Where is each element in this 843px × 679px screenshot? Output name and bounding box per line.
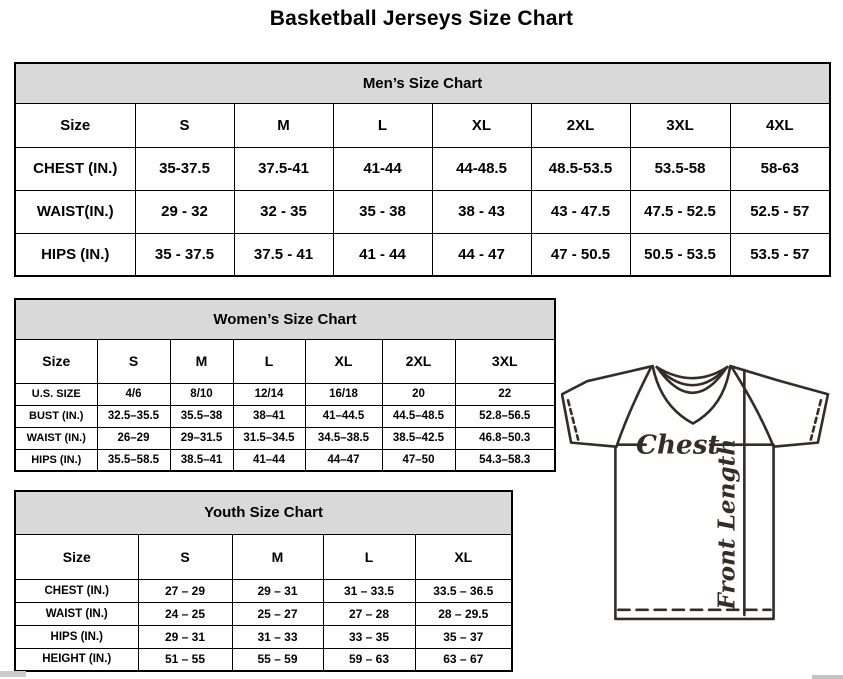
size-value: 38–41 [233, 405, 305, 427]
chart-title: Men’s Size Chart [15, 63, 830, 103]
size-value: 12/14 [233, 383, 305, 405]
size-value: 8/10 [170, 383, 233, 405]
column-header: M [170, 339, 233, 383]
size-value: 32 - 35 [234, 190, 333, 233]
jersey-measurement-diagram [561, 361, 833, 627]
column-header: S [138, 534, 232, 579]
size-value: 63 – 67 [415, 648, 512, 671]
chart-title: Women’s Size Chart [15, 299, 555, 339]
size-value: 25 – 27 [232, 602, 323, 625]
table-row [15, 648, 512, 671]
size-value: 53.5-58 [630, 147, 730, 190]
size-value: 33 – 35 [323, 625, 415, 648]
column-header: XL [305, 339, 382, 383]
size-value: 35 – 37 [415, 625, 512, 648]
size-value: 16/18 [305, 383, 382, 405]
column-header: Size [15, 103, 135, 147]
column-header: 2XL [382, 339, 455, 383]
size-value: 35.5–58.5 [97, 449, 170, 471]
size-value: 50.5 - 53.5 [630, 233, 730, 276]
column-header: S [97, 339, 170, 383]
size-value: 38.5–42.5 [382, 427, 455, 449]
size-value: 29 - 32 [135, 190, 234, 233]
table-row [15, 602, 512, 625]
column-header: XL [415, 534, 512, 579]
column-header: L [323, 534, 415, 579]
column-header: 4XL [730, 103, 830, 147]
size-value: 54.3–58.3 [455, 449, 555, 471]
womens-size-table [14, 298, 556, 472]
jersey-diagram-svg [561, 361, 833, 627]
column-header: Size [15, 339, 97, 383]
size-value: 41–44.5 [305, 405, 382, 427]
size-value: 26–29 [97, 427, 170, 449]
size-value: 29 – 31 [232, 579, 323, 602]
size-value: 44 - 47 [432, 233, 531, 276]
chart-title: Youth Size Chart [15, 491, 512, 534]
size-value: 34.5–38.5 [305, 427, 382, 449]
size-value: 52.8–56.5 [455, 405, 555, 427]
size-value: 28 – 29.5 [415, 602, 512, 625]
youth-size-table [14, 490, 513, 672]
size-value: 47–50 [382, 449, 455, 471]
size-value: 4/6 [97, 383, 170, 405]
size-value: 35-37.5 [135, 147, 234, 190]
table-row [15, 579, 512, 602]
row-label: U.S. SIZE [15, 383, 97, 405]
jersey-outline [562, 366, 828, 619]
row-label: HIPS (IN.) [15, 625, 138, 648]
size-value: 31.5–34.5 [233, 427, 305, 449]
column-header: M [232, 534, 323, 579]
size-value: 22 [455, 383, 555, 405]
size-value: 52.5 - 57 [730, 190, 830, 233]
size-value: 58-63 [730, 147, 830, 190]
table-row [15, 427, 555, 449]
table-row [15, 233, 830, 276]
size-value: 38 - 43 [432, 190, 531, 233]
table-row [15, 625, 512, 648]
row-label: CHEST (IN.) [15, 579, 138, 602]
row-label: BUST (IN.) [15, 405, 97, 427]
table-row [15, 405, 555, 427]
size-value: 29–31.5 [170, 427, 233, 449]
row-label: WAIST(IN.) [15, 190, 135, 233]
collar-middle-arc [657, 367, 728, 385]
size-value: 31 – 33 [232, 625, 323, 648]
size-value: 59 – 63 [323, 648, 415, 671]
size-value: 47 - 50.5 [531, 233, 630, 276]
row-label: HIPS (IN.) [15, 233, 135, 276]
row-label: WAIST (IN.) [15, 602, 138, 625]
page-title: Basketball Jerseys Size Chart [269, 7, 574, 30]
size-value: 53.5 - 57 [730, 233, 830, 276]
column-header: 2XL [531, 103, 630, 147]
size-value: 41-44 [333, 147, 432, 190]
row-label: HIPS (IN.) [15, 449, 97, 471]
size-value: 44-48.5 [432, 147, 531, 190]
size-value: 46.8–50.3 [455, 427, 555, 449]
column-header: L [233, 339, 305, 383]
size-value: 37.5 - 41 [234, 233, 333, 276]
horizontal-scrollbar-fragment-right[interactable] [812, 675, 843, 679]
row-label: CHEST (IN.) [15, 147, 135, 190]
column-header: S [135, 103, 234, 147]
size-value: 38.5–41 [170, 449, 233, 471]
size-value: 47.5 - 52.5 [630, 190, 730, 233]
mens-size-table [14, 62, 831, 277]
column-header: 3XL [455, 339, 555, 383]
table-row [15, 147, 830, 190]
size-value: 31 – 33.5 [323, 579, 415, 602]
size-value: 32.5–35.5 [97, 405, 170, 427]
size-value: 43 - 47.5 [531, 190, 630, 233]
size-value: 51 – 55 [138, 648, 232, 671]
size-value: 44.5–48.5 [382, 405, 455, 427]
table-row [15, 190, 830, 233]
size-value: 48.5-53.5 [531, 147, 630, 190]
size-value: 35 - 38 [333, 190, 432, 233]
size-value: 41 - 44 [333, 233, 432, 276]
size-value: 44–47 [305, 449, 382, 471]
horizontal-scrollbar-fragment-left[interactable] [0, 671, 26, 677]
column-header: 3XL [630, 103, 730, 147]
size-value: 41–44 [233, 449, 305, 471]
column-header: XL [432, 103, 531, 147]
column-header: L [333, 103, 432, 147]
front-length-label: Front Length [713, 438, 741, 610]
row-label: WAIST (IN.) [15, 427, 97, 449]
table-row [15, 383, 555, 405]
size-value: 29 – 31 [138, 625, 232, 648]
row-label: HEIGHT (IN.) [15, 648, 138, 671]
size-value: 35 - 37.5 [135, 233, 234, 276]
size-value: 33.5 – 36.5 [415, 579, 512, 602]
size-value: 35.5–38 [170, 405, 233, 427]
size-value: 24 – 25 [138, 602, 232, 625]
column-header: Size [15, 534, 138, 579]
size-value: 55 – 59 [232, 648, 323, 671]
column-header: M [234, 103, 333, 147]
size-value: 37.5-41 [234, 147, 333, 190]
size-value: 27 – 28 [323, 602, 415, 625]
chest-label: Chest [636, 429, 720, 461]
size-value: 27 – 29 [138, 579, 232, 602]
table-row [15, 449, 555, 471]
size-value: 20 [382, 383, 455, 405]
